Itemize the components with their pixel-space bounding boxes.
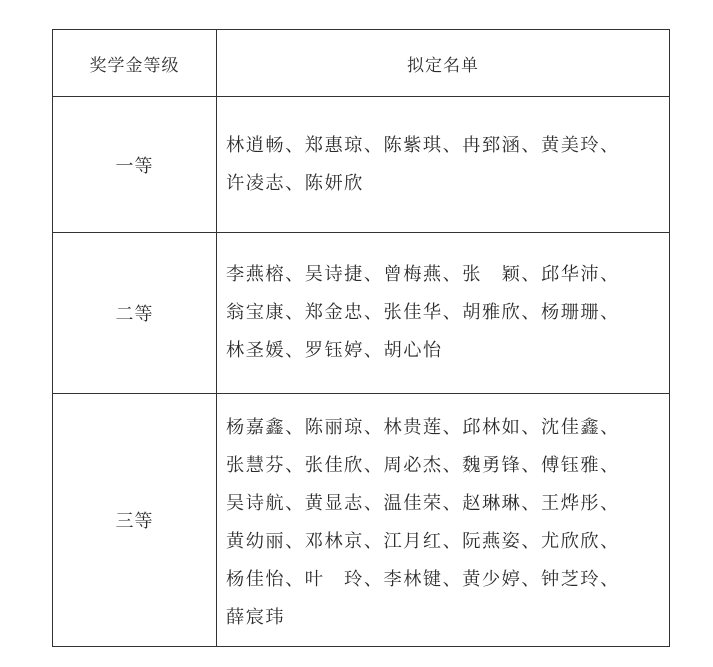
names-line: 许凌志、陈妍欣 (226, 173, 364, 194)
table-header-row (53, 30, 670, 97)
names-line: 薛宸玮 (226, 607, 286, 628)
table-row-third-class (53, 394, 670, 647)
scholarship-table (52, 29, 670, 647)
names-cell (217, 394, 670, 647)
names-line: 林圣媛、罗钰婷、胡心怡 (226, 340, 443, 361)
names-line: 黄幼丽、邓林京、江月红、阮燕姿、尤欣欣、 (226, 531, 620, 552)
names-line: 李燕榕、吴诗捷、曾梅燕、张 颖、邱华沛、 (226, 264, 620, 285)
table-row-first-class (53, 97, 670, 233)
names-line: 林逍畅、郑惠琼、陈紫琪、冉郅涵、黄美玲、 (226, 135, 620, 156)
level-label: 二等 (53, 233, 217, 394)
names-line: 杨嘉鑫、陈丽琼、林贵莲、邱林如、沈佳鑫、 (226, 417, 620, 438)
names-line: 翁宝康、郑金忠、张佳华、胡雅欣、杨珊珊、 (226, 302, 620, 323)
names-line: 张慧芬、张佳欣、周必杰、魏勇锋、傅钰雅、 (226, 455, 620, 476)
level-label: 三等 (53, 394, 217, 647)
table-row-second-class (53, 233, 670, 394)
level-label: 一等 (53, 97, 217, 233)
names-cell (217, 97, 670, 233)
names-line: 杨佳怡、叶 玲、李林键、黄少婷、钟芝玲、 (226, 569, 620, 590)
header-names: 拟定名单 (217, 30, 670, 97)
names-cell (217, 233, 670, 394)
names-line: 吴诗航、黄显志、温佳荣、赵琳琳、王烨彤、 (226, 493, 620, 514)
header-level: 奖学金等级 (53, 30, 217, 97)
